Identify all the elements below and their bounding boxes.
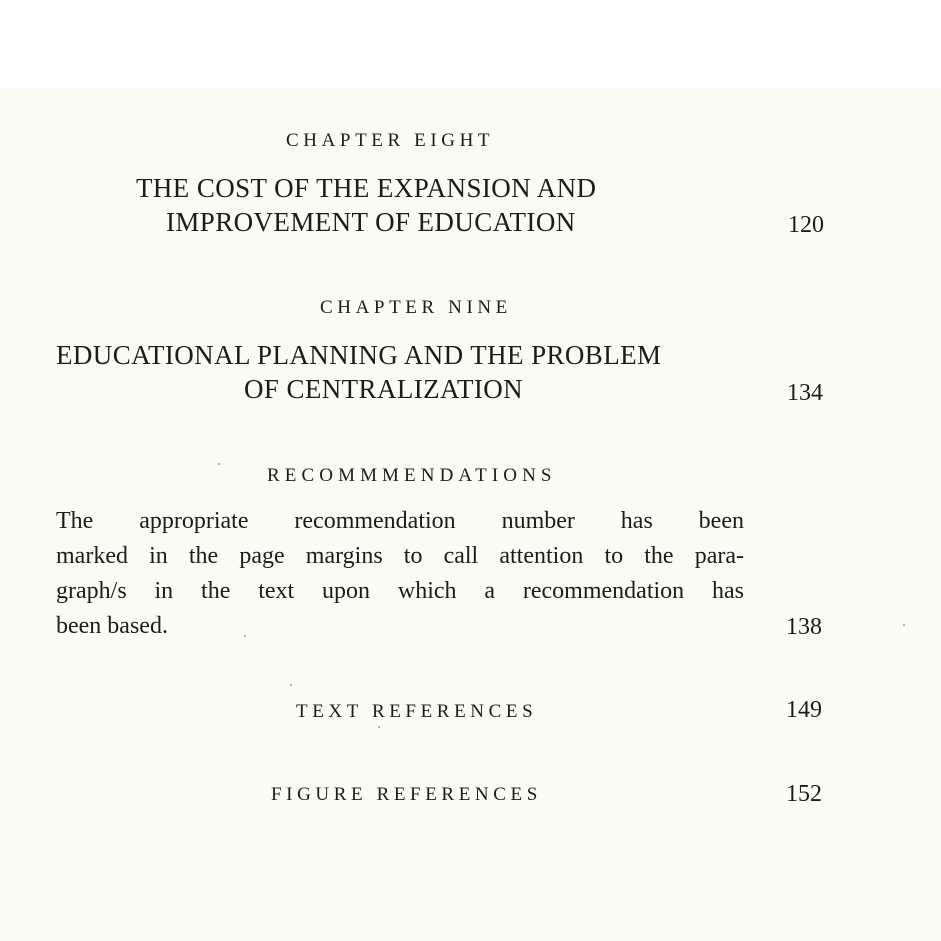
paper-speck (903, 624, 905, 626)
paper-speck (290, 684, 292, 686)
chapter-nine-heading: CHAPTER NINE (320, 297, 512, 318)
recommendations-text-line1: The appropriate recommendation number has been (56, 508, 744, 534)
figure-references-page-number: 152 (786, 781, 822, 807)
chapter-nine-title-line1: EDUCATIONAL PLANNING AND THE PROBLEM (56, 340, 662, 370)
recommendations-text-line3: graph/s in the text upon which a recommendation has (56, 578, 744, 604)
figure-references-heading: FIGURE REFERENCES (271, 784, 542, 805)
paper-speck (244, 635, 246, 637)
text-references-heading: TEXT REFERENCES (296, 701, 538, 722)
chapter-eight-title-line1: THE COST OF THE EXPANSION AND (136, 173, 597, 203)
chapter-eight-heading: CHAPTER EIGHT (286, 130, 495, 151)
recommendations-page-number: 138 (786, 614, 822, 640)
recommendations-heading: RECOMMMENDATIONS (267, 465, 557, 486)
chapter-nine-page-number: 134 (787, 380, 823, 406)
chapter-eight-page-number: 120 (788, 212, 824, 238)
paper-speck (378, 726, 380, 728)
chapter-eight-title-line2: IMPROVEMENT OF EDUCATION (166, 207, 576, 237)
recommendations-text-line4: been based. (56, 613, 168, 639)
text-references-page-number: 149 (786, 697, 822, 723)
recommendations-text-line2: marked in the page margins to call attention to the para- (56, 543, 744, 569)
paper-speck (218, 463, 220, 465)
chapter-nine-title-line2: OF CENTRALIZATION (244, 374, 524, 404)
